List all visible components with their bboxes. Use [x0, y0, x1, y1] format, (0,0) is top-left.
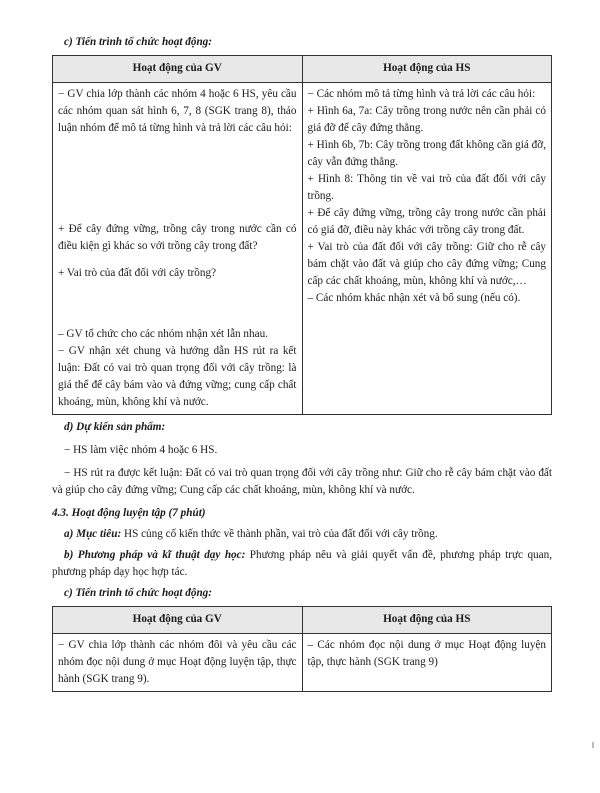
hs-item: − Các nhóm mô tả từng hình và trả lời các câu hỏi:: [307, 88, 536, 100]
teacher-activity-cell: [53, 83, 303, 415]
table-header-row: [53, 56, 552, 83]
objective-paragraph: [52, 526, 552, 543]
document-page: [52, 34, 552, 692]
product-line: − HS rút ra được kết luận: Đất có vai trò quan trọng đối với cây trồng như: Giữ cho rễ cây bám chặt vào đất và giúp cho cây đứng vững; Cung cấp các chất khoáng, mùn, không khí và nước.: [52, 467, 552, 496]
page-edge-mark: [592, 742, 594, 748]
student-activity-cell: [302, 634, 552, 692]
method-label: b) Phương pháp và kĩ thuật dạy học:: [64, 549, 246, 561]
method-paragraph: [52, 547, 552, 581]
hs-item: + Hình 8: Thông tin về vai trò của đất đối với cây trồng.: [307, 173, 546, 202]
table-row: [53, 83, 552, 415]
activity-table-2: [52, 606, 552, 692]
table-row: [53, 634, 552, 692]
section-c-heading: c) Tiến trình tổ chức hoạt động:: [64, 36, 213, 48]
table-header-row: [53, 607, 552, 634]
gv-item: + Vai trò của đất đối với cây trồng?: [58, 267, 217, 279]
header-teacher-activity: Hoạt động của GV: [53, 56, 303, 83]
hs-item: + Hình 6a, 7a: Cây trồng trong nước nên cần phải có giá đỡ để cây đứng thẳng.: [307, 105, 546, 134]
gv-item: − GV nhận xét chung và hướng dẫn HS rút ra kết luận: Đất có vai trò quan trọng đối với cây trồng: là giá thể để cây bám vào và đứng vững; cung cấp chất khoáng, mùn, không khí và nước.: [58, 345, 297, 408]
teacher-activity-cell: [53, 634, 303, 692]
gv-item: − GV chia lớp thành các nhóm 4 hoặc 6 HS, yêu cầu các nhóm quan sát hình 6, 7, 8 (SGK trang 8), thảo luận nhóm để mô tả từng hình và trả lời các câu hỏi:: [58, 88, 297, 134]
objective-text: HS củng cố kiến thức về thành phần, vai trò của đất đối với cây trồng.: [121, 528, 438, 540]
section-4-3-heading: 4.3. Hoạt động luyện tập (7 phút): [52, 507, 206, 519]
header-teacher-activity: Hoạt động của GV: [53, 607, 303, 634]
gv-item: – GV tổ chức cho các nhóm nhận xét lẫn nhau.: [58, 328, 268, 340]
product-line: − HS làm việc nhóm 4 hoặc 6 HS.: [64, 444, 218, 456]
hs-item: + Hình 6b, 7b: Cây trồng trong đất không cần giá đỡ, cây vẫn đứng thẳng.: [307, 139, 546, 168]
hs-item: – Các nhóm khác nhận xét và bổ sung (nếu có).: [307, 292, 521, 304]
section-c-heading-2: c) Tiến trình tổ chức hoạt động:: [64, 587, 213, 599]
hs-item: + Vai trò của đất đối với cây trồng: Giữ cho rễ cây bám chặt vào đất và giúp cho cây đứng vững; Cung cấp các chất khoáng, mùn, không khí và nước,…: [307, 241, 546, 287]
student-activity-cell: [302, 83, 552, 415]
activity-table-1: [52, 55, 552, 415]
gv-item: − GV chia lớp thành các nhóm đôi và yêu cầu các nhóm đọc nội dung ở mục Hoạt động luyện tập, thực hành (SGK trang 9).: [58, 639, 297, 685]
method-text: Phương pháp nêu và giải quyết vấn đề, phương pháp trực quan, phương pháp dạy học hợp tác.: [52, 549, 552, 578]
gv-item: + Để cây đứng vững, trồng cây trong nước cần có điều kiện gì khác so với trồng cây trong đất?: [58, 223, 297, 252]
section-d-heading: d) Dự kiến sản phẩm:: [64, 421, 166, 433]
header-student-activity: Hoạt động của HS: [302, 56, 552, 83]
hs-item: – Các nhóm đọc nội dung ở mục Hoạt động luyện tập, thực hành (SGK trang 9): [307, 639, 546, 668]
objective-label: a) Mục tiêu:: [64, 528, 122, 540]
hs-item: + Để cây đứng vững, trồng cây trong nước cần phải có giá đỡ, điều này khác với trồng cây trong đất.: [307, 207, 546, 236]
header-student-activity: Hoạt động của HS: [302, 607, 552, 634]
